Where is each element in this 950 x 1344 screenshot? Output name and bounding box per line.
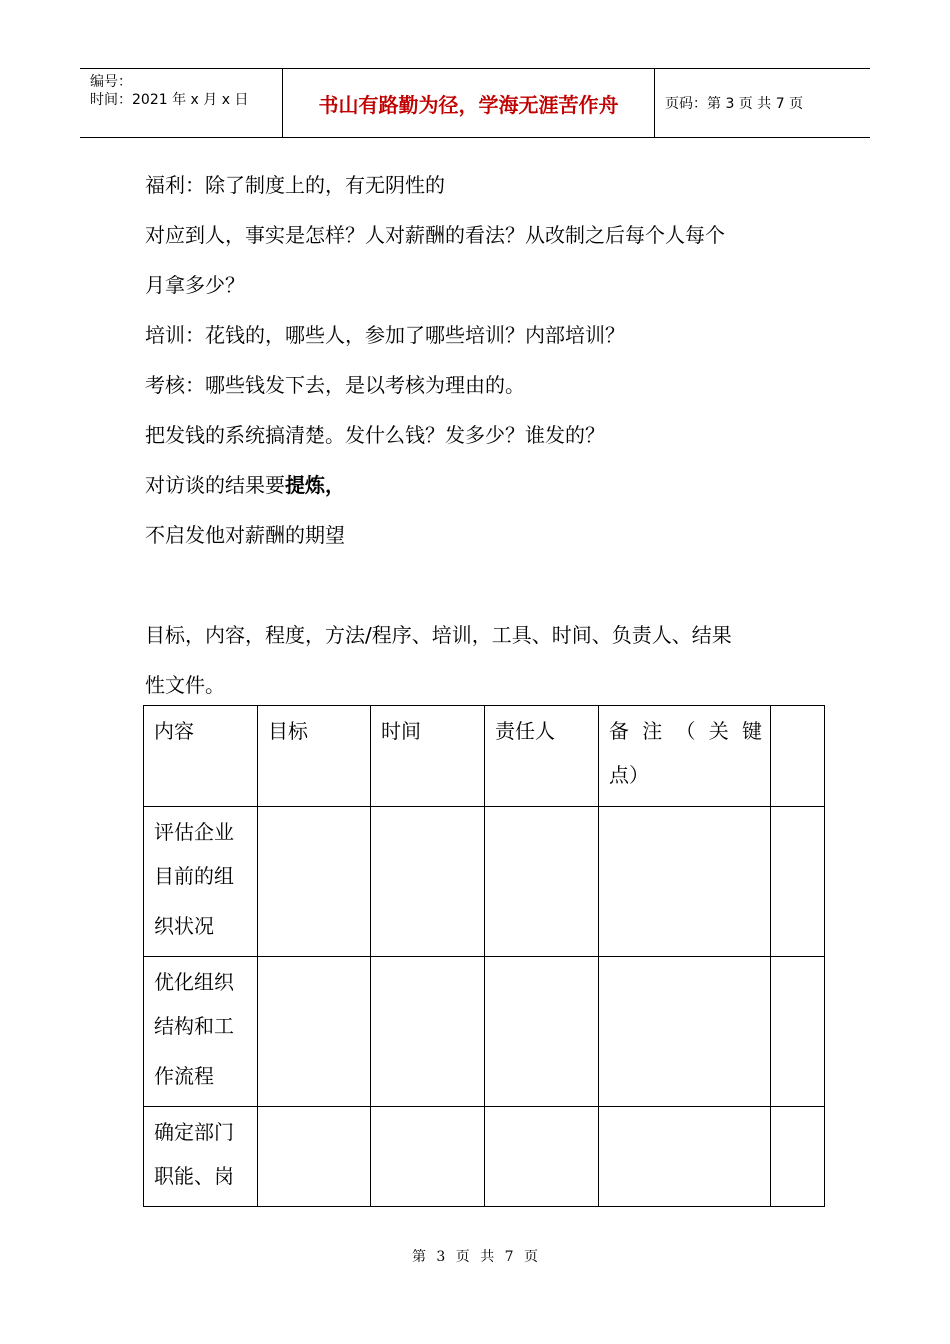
goals-line: 性文件。 <box>145 673 225 697</box>
header-motto: 书山有路勤为径，学海无涯苦作舟 <box>282 69 655 137</box>
empty-cell <box>599 807 771 957</box>
header-cell-content: 内容 <box>144 706 258 807</box>
empty-cell <box>771 1107 825 1207</box>
refine-bold: 提炼， <box>285 473 345 497</box>
empty-cell <box>771 807 825 957</box>
refine-line <box>145 460 825 510</box>
empty-cell <box>258 1107 371 1207</box>
empty-cell <box>599 1107 771 1207</box>
body-line: 把发钱的系统搞清楚。发什么钱？发多少？谁发的？ <box>145 423 605 447</box>
number-label: 编号： <box>90 74 132 90</box>
table-row <box>144 807 825 957</box>
table-row <box>144 1107 825 1207</box>
empty-cell <box>771 957 825 1107</box>
goals-line: 目标，内容，程度，方法/程序、培训，工具、时间、负责人、结果 <box>145 623 732 647</box>
blank-line <box>145 560 825 610</box>
body-line: 对应到人，事实是怎样？人对薪酬的看法？从改制之后每个人每个 <box>145 223 725 247</box>
note-line-2: 点） <box>609 763 649 787</box>
empty-cell <box>371 957 485 1107</box>
empty-cell <box>599 957 771 1107</box>
empty-cell <box>485 1107 599 1207</box>
expect-line: 不启发他对薪酬的期望 <box>145 523 345 547</box>
row-content-cell: 评估企业 目前的组 织状况 <box>144 807 258 957</box>
document-body <box>145 160 825 710</box>
header-cell-empty <box>771 706 825 807</box>
header-cell-time: 时间 <box>371 706 485 807</box>
body-line: 培训：花钱的，哪些人，参加了哪些培训？内部培训？ <box>145 323 625 347</box>
body-line: 月拿多少？ <box>145 273 245 297</box>
header-cell-owner: 责任人 <box>485 706 599 807</box>
body-line: 福利：除了制度上的，有无阴性的 <box>145 173 445 197</box>
time-label: 时间：2021 年 x 月 x 日 <box>90 92 249 108</box>
empty-cell <box>258 957 371 1107</box>
page-header <box>80 68 870 138</box>
empty-cell <box>371 1107 485 1207</box>
header-cell-goal: 目标 <box>258 706 371 807</box>
note-line-1: 备注（关键 <box>609 719 762 743</box>
header-page-info: 页码：第 3 页 共 7 页 <box>665 96 804 112</box>
empty-cell <box>371 807 485 957</box>
empty-cell <box>258 807 371 957</box>
table-header-row <box>144 706 825 807</box>
header-cell-note <box>599 706 771 807</box>
plan-table <box>143 705 825 1207</box>
table-row <box>144 957 825 1107</box>
empty-cell <box>485 957 599 1107</box>
header-meta <box>80 69 282 137</box>
body-line: 考核：哪些钱发下去，是以考核为理由的。 <box>145 373 525 397</box>
row-content-cell: 优化组织 结构和工 作流程 <box>144 957 258 1107</box>
page-footer: 第 3 页 共 7 页 <box>411 1249 539 1265</box>
empty-cell <box>485 807 599 957</box>
refine-prefix: 对访谈的结果要 <box>145 473 285 497</box>
row-content-cell: 确定部门 职能、岗 <box>144 1107 258 1207</box>
